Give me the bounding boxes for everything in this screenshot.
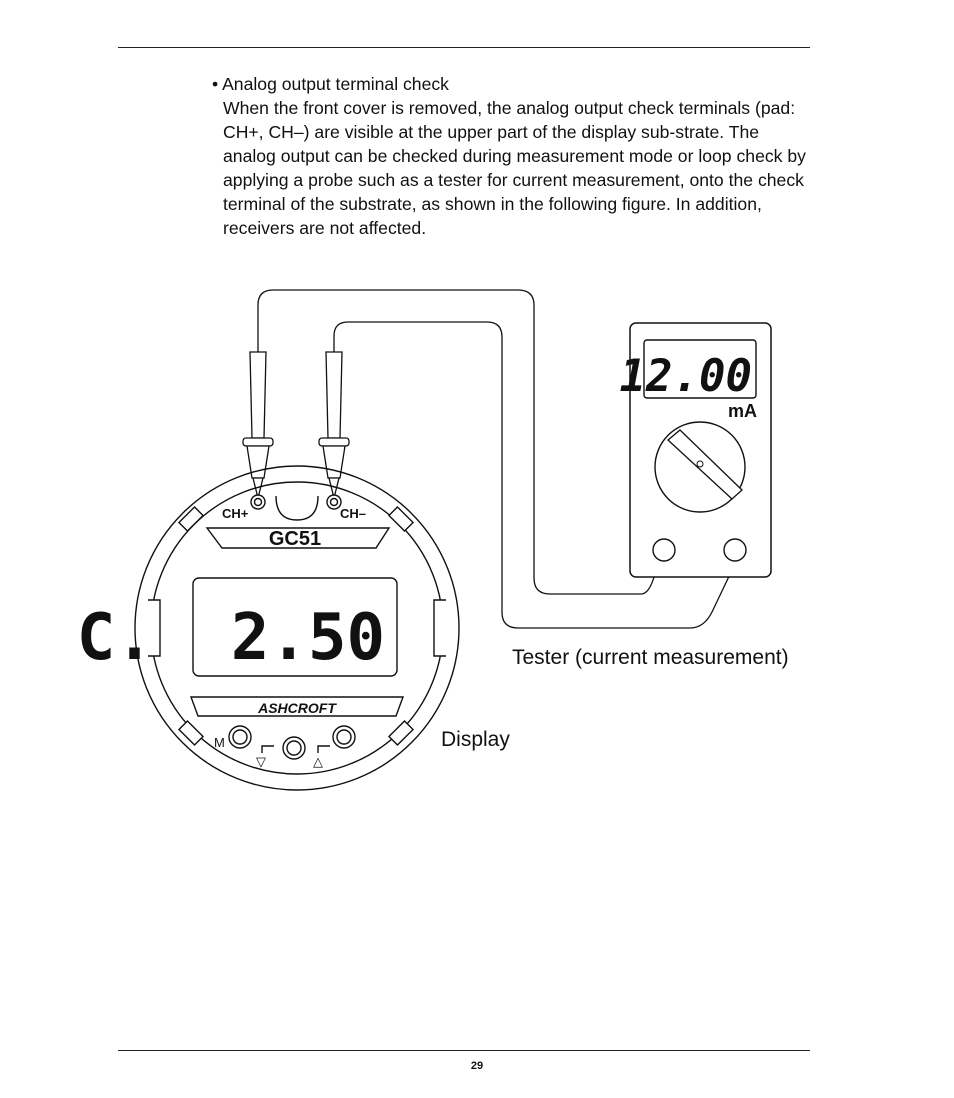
brand-label: ASHCROFT bbox=[258, 700, 336, 716]
button-up bbox=[333, 726, 355, 748]
unit-reading: C. 2.50 bbox=[76, 601, 385, 675]
footer-rule bbox=[118, 1050, 810, 1051]
probe-minus bbox=[319, 352, 349, 498]
terminal-pad-plus bbox=[251, 495, 265, 509]
button-m-label: M bbox=[214, 735, 225, 750]
display-caption: Display bbox=[441, 728, 510, 751]
terminal-pad-minus bbox=[327, 495, 341, 509]
tester-unit: mA bbox=[727, 401, 757, 421]
bullet-title: • Analog output terminal check bbox=[212, 74, 449, 94]
page-number: 29 bbox=[470, 1060, 484, 1072]
tester-jack-right bbox=[724, 539, 746, 561]
tester-body bbox=[620, 323, 771, 577]
button-down-label: ▽ bbox=[256, 754, 266, 769]
terminal-label-minus: CH– bbox=[340, 506, 367, 521]
body-paragraph: When the front cover is removed, the analog output check terminals (pad: CH+, CH–) are visible at the upper part of the display sub-strate. The analog output can be checked during measurement mode or loop check by applying a probe such as a tester for current measurement, onto the check terminal of the substrate, as shown in the following figure. In addition, receivers are not affected. bbox=[223, 98, 806, 238]
button-up-label: △ bbox=[313, 754, 323, 769]
model-name: GC51 bbox=[268, 528, 322, 550]
tester-caption: Tester (current measurement) bbox=[512, 646, 789, 669]
terminal-label-plus: CH+ bbox=[222, 506, 249, 521]
probe-plus bbox=[243, 352, 273, 498]
tester-jack-left bbox=[653, 539, 675, 561]
tester-reading: 12.00 bbox=[619, 351, 752, 402]
button-down bbox=[283, 737, 305, 759]
